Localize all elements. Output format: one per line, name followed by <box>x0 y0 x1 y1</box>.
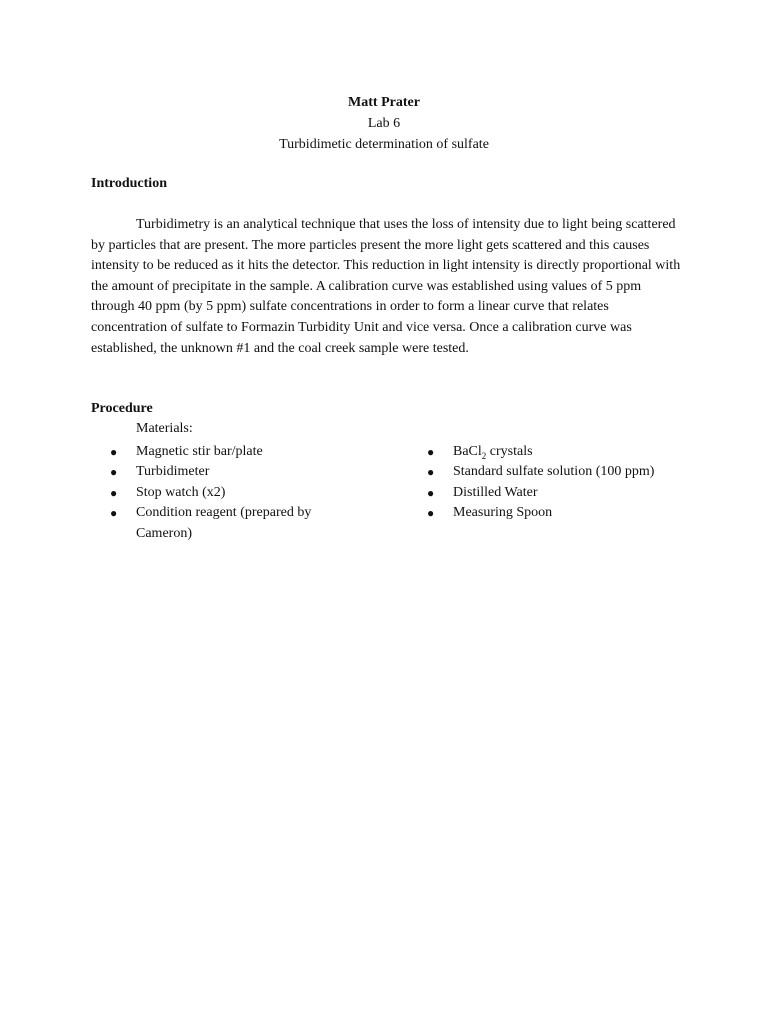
title-block <box>0 92 768 155</box>
material-text: Standard sulfate solution (100 ppm) <box>453 464 655 480</box>
introduction-paragraph: Turbidimetry is an analytical technique that uses the loss of intensity due to light being scattered by particles that are present. The more particles present the more light gets scattered and this causes intensity to be reduced as it hits the detector. This reduction in light intensity is directly proportional with the amount of precipitate in the sample. A calibration curve was established using values of 5 ppm through 40 ppm (by 5 ppm) sulfate concentrations in order to form a linear curve that relates concentration of sulfate to Formazin Turbidity Unit and vice versa. Once a calibration curve was established, the unknown #1 and the coal creek sample were tested. <box>91 217 681 356</box>
introduction-heading: Introduction <box>91 176 167 191</box>
formula-subscript: 2 <box>481 450 487 461</box>
material-text: Stop watch (x2) <box>136 484 226 500</box>
material-text: Magnetic stir bar/plate <box>136 444 263 459</box>
list-item <box>110 462 350 482</box>
material-text <box>453 444 533 459</box>
list-item <box>110 483 350 503</box>
material-text: Turbidimeter <box>136 464 210 480</box>
list-item <box>110 503 350 544</box>
bullet-icon: ● <box>110 445 118 459</box>
lab-number: Lab 6 <box>367 116 401 131</box>
materials-list-left <box>110 442 350 544</box>
procedure-heading: Procedure <box>91 401 153 416</box>
list-item <box>110 442 350 462</box>
materials-list-right <box>427 442 727 524</box>
bullet-icon: ● <box>110 465 118 480</box>
author-name: Matt Prater <box>348 95 420 110</box>
bullet-icon: ● <box>110 506 118 521</box>
bullet-icon: ● <box>110 485 118 500</box>
material-text: Distilled Water <box>453 484 538 500</box>
bullet-icon: ● <box>427 506 435 521</box>
bullet-icon: ● <box>427 465 435 480</box>
bullet-icon: ● <box>427 445 435 459</box>
material-text: Measuring Spoon <box>453 505 553 521</box>
formula-rest: crystals <box>486 444 533 459</box>
material-text: Condition reagent (prepared by Cameron) <box>136 505 312 541</box>
list-item <box>427 503 727 523</box>
list-item <box>427 442 727 462</box>
materials-label: Materials: <box>136 421 193 436</box>
list-item <box>427 483 727 503</box>
list-item <box>427 462 727 482</box>
formula-main: BaCl <box>453 444 482 459</box>
lab-title: Turbidimetic determination of sulfate <box>279 137 489 152</box>
bullet-icon: ● <box>427 485 435 500</box>
